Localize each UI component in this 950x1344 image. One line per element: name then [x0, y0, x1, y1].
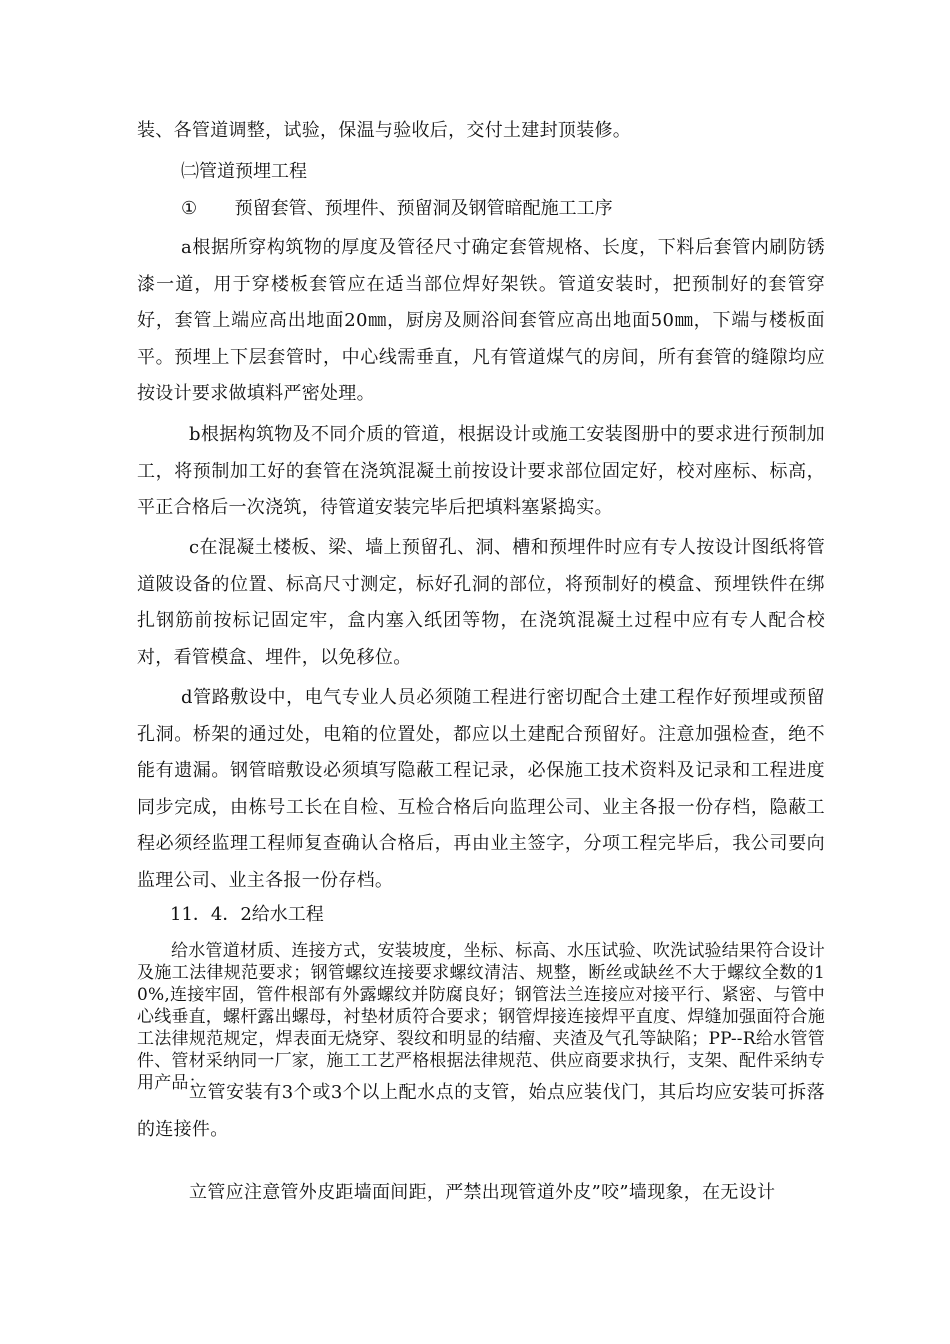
paragraph-riser-2: 立管应注意管外皮距墙面间距，严禁出现管道外皮”咬”墙现象，在无设计	[189, 1182, 776, 1203]
paragraph-b: b根据构筑物及不同介质的管道，根据设计或施工安装图册中的要求进行预制加工，将预制加工好的套管在浇筑混凝土前按设计要求部位固定好，校对座标、标高，平正合格后一次浇筑，待管道安装完毕后把填料塞紧捣实。	[137, 424, 825, 518]
step-heading	[181, 195, 613, 223]
paragraph-c: c在混凝土楼板、梁、墙上预留孔、洞、槽和预埋件时应有专人按设计图纸将管道陂设备的位置、标高尺寸测定，标好孔洞的部位，将预制好的模盒、预埋铁件在绑扎钢筋前按标记固定牢，盒内塞入纸团等物，在浇筑混凝土过程中应有专人配合校对，看管模盒、埋件，以免移位。	[137, 537, 825, 668]
paragraph-a: a根据所穿构筑物的厚度及管径尺寸确定套管规格、长度，下料后套管内刷防锈漆一道，用于穿楼板套管应在适当部位焊好架铁。管道安装时，把预制好的套管穿好，套管上端应高出地面20㎜，厨房及厕浴间套管应高出地面50㎜，下端与楼板面平。预埋上下层套管时，中心线需垂直，凡有管道煤气的房间，所有套管的缝隙均应按设计要求做填料严密处理。	[137, 237, 825, 404]
section-heading-water-supply: 11．4．2给水工程	[170, 904, 324, 925]
step-title: 预留套管、预埋件、预留洞及钢管暗配施工工序	[234, 198, 613, 219]
paragraph-riser-1: 立管安装有3个或3个以上配水点的支管，始点应装伐门，其后均应安装可拆落的连接件。	[137, 1082, 825, 1140]
section-heading-pipe-embedding: ㈡管道预埋工程	[181, 161, 307, 182]
paragraph-water-supply: 给水管道材质、连接方式，安装坡度，坐标、标高、水压试验、吹洗试验结果符合设计及施工法律规范要求；钢管螺纹连接要求螺纹清洁、规整，断丝或缺丝不大于螺纹全数的10%,连接牢固，管件根部有外露螺纹并防腐良好；钢管法兰连接应对接平行、紧密、与管中心线垂直，螺杆露出螺母，衬垫材质符合要求；钢管焊接连接焊平直度、焊缝加强面符合施工法律规范规定，焊表面无烧穿、裂纹和明显的结瘤、夹渣及气孔等缺陷；PP--R给水管管件、管材采纳同一厂家，施工工艺严格根据法律规范、供应商要求执行，支架、配件采纳专用产品；	[137, 941, 825, 1093]
paragraph-continuation: 装、各管道调整，试验，保温与验收后，交付土建封顶装修。	[137, 120, 632, 141]
paragraph-d: d管路敷设中，电气专业人员必须随工程进行密切配合土建工程作好预埋或预留孔洞。桥架的通过处，电箱的位置处，都应以土建配合预留好。注意加强检查，绝不能有遗漏。钢管暗敷设必须填写隐蔽工程记录，必保施工技术资料及记录和工程进度同步完成，由栋号工长在自检、互检合格后向监理公司、业主各报一份存档，隐蔽工程必须经监理工程师复查确认合格后，再由业主签字，分项工程完毕后，我公司要向监理公司、业主各报一份存档。	[137, 687, 825, 891]
step-number: ①	[181, 198, 198, 219]
